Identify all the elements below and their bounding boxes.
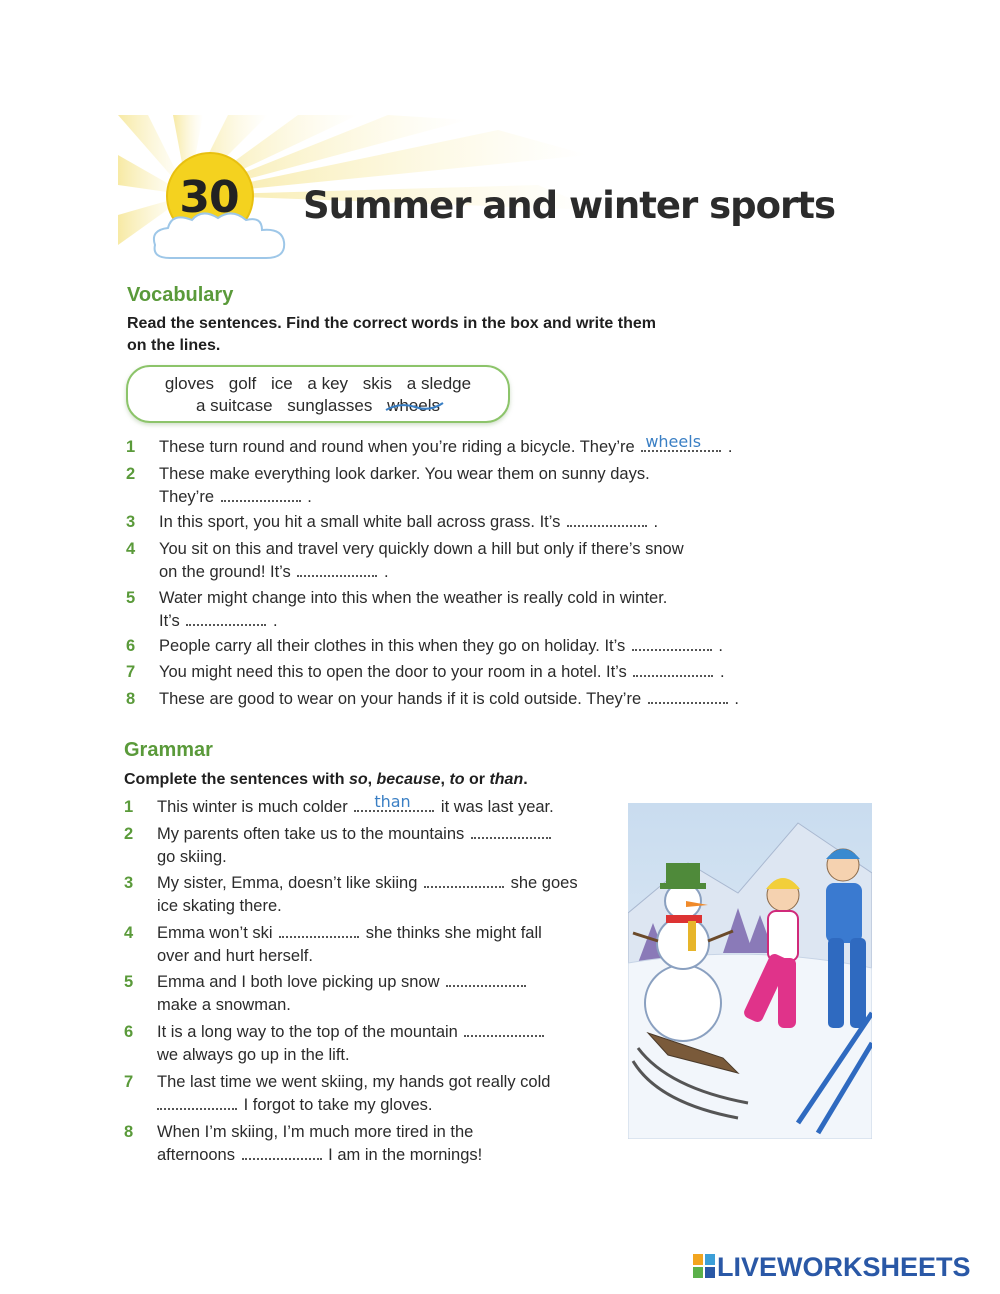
answer-blank[interactable] — [279, 922, 359, 938]
word-box-word: a suitcase — [196, 396, 273, 415]
item-text — [157, 792, 554, 819]
unit-number: 30 — [179, 172, 239, 223]
item-number: 5 — [124, 973, 134, 991]
item-sentence: it was last year. — [440, 798, 554, 816]
word-box — [126, 365, 510, 423]
item-sentence: Emma won’t ski — [157, 924, 273, 942]
separator: or — [464, 771, 490, 788]
item-text — [157, 872, 578, 918]
item-number: 3 — [126, 513, 136, 531]
item-text — [159, 463, 650, 509]
item-number: 3 — [124, 874, 134, 892]
item-sentence: These turn round and round when you’re riding a bicycle. They’re — [159, 438, 635, 456]
struck-word — [387, 396, 440, 415]
answer-blank[interactable] — [354, 792, 434, 812]
item-number: 6 — [126, 637, 136, 655]
list-item — [124, 823, 604, 869]
item-number: 8 — [124, 1123, 134, 1141]
word-box-word: ice — [270, 374, 293, 393]
item-number: 7 — [126, 663, 136, 681]
item-number: 2 — [124, 825, 134, 843]
separator: , — [367, 771, 377, 788]
page-title: Summer and winter sports — [303, 184, 835, 227]
liveworksheets-logo-text: LIVEWORKSHEETS — [717, 1252, 971, 1282]
answer-blank[interactable] — [242, 1144, 322, 1160]
list-item — [126, 587, 806, 633]
item-sentence: In this sport, you hit a small white ball across grass. It’s — [159, 513, 561, 531]
item-text — [159, 432, 733, 459]
instruction-end: . — [523, 771, 528, 788]
item-sentence: I am in the mornings! — [328, 1146, 483, 1164]
winter-scene-illustration — [628, 803, 872, 1139]
liveworksheets-logo-icon — [693, 1254, 715, 1278]
item-number: 7 — [124, 1073, 134, 1091]
item-sentence: she goes — [510, 874, 578, 892]
list-item — [126, 688, 806, 711]
item-sentence: go skiing. — [157, 848, 227, 866]
item-sentence: afternoons — [157, 1146, 235, 1164]
list-item — [126, 432, 806, 459]
item-text — [157, 823, 553, 869]
instruction-text: Complete the sentences with — [124, 771, 349, 788]
item-sentence: My parents often take us to the mountains — [157, 825, 465, 843]
answer-blank[interactable] — [641, 432, 721, 452]
word-box-line-1 — [128, 374, 508, 394]
item-sentence: I forgot to take my gloves. — [243, 1096, 433, 1114]
item-number: 6 — [124, 1023, 134, 1041]
item-text — [159, 661, 725, 684]
grammar-heading: Grammar — [124, 739, 213, 761]
word-box-word: a key — [307, 374, 349, 393]
item-sentence: The last time we went skiing, my hands got really cold — [157, 1073, 551, 1091]
answer-text: than — [374, 792, 411, 811]
item-sentence: she thinks she might fall — [365, 924, 542, 942]
list-item — [126, 511, 806, 534]
option-so: so — [348, 771, 368, 788]
word-box-word: gloves — [164, 374, 215, 393]
item-sentence: My sister, Emma, doesn’t like skiing — [157, 874, 418, 892]
item-end: . — [653, 513, 659, 531]
answer-blank[interactable] — [157, 1094, 237, 1110]
list-item — [126, 661, 806, 684]
grammar-instruction — [124, 769, 528, 791]
instruction-line: Read the sentences. Find the correct words in the box and write them — [127, 315, 656, 332]
item-sentence: make a snowman. — [157, 996, 291, 1014]
item-end: . — [720, 663, 725, 681]
list-item — [126, 538, 806, 584]
item-number: 8 — [126, 690, 136, 708]
option-to: to — [449, 771, 465, 788]
answer-blank[interactable] — [471, 823, 551, 839]
answer-blank[interactable] — [633, 661, 713, 677]
item-sentence: we always go up in the lift. — [157, 1046, 350, 1064]
answer-blank[interactable] — [648, 688, 728, 704]
item-number: 1 — [124, 798, 134, 816]
item-sentence: on the ground! It’s — [159, 563, 291, 581]
list-item — [124, 971, 604, 1017]
item-end: . — [383, 563, 389, 581]
separator: , — [440, 771, 450, 788]
vocabulary-heading: Vocabulary — [127, 284, 234, 306]
item-sentence: These are good to wear on your hands if it is cold outside. They’re — [159, 690, 642, 708]
answer-blank[interactable] — [446, 971, 526, 987]
item-text — [159, 511, 658, 534]
vocabulary-instruction — [127, 313, 656, 357]
item-number: 4 — [124, 924, 134, 942]
instruction-line: on the lines. — [127, 337, 221, 354]
word-box-word: skis — [362, 374, 393, 393]
list-item — [126, 635, 806, 658]
item-sentence: These make everything look darker. You wear them on sunny days. — [159, 465, 650, 483]
word-box-word: sunglasses — [287, 396, 373, 415]
word-box-word: golf — [228, 374, 257, 393]
item-number: 5 — [126, 589, 136, 607]
word-box-word: a sledge — [406, 374, 472, 393]
item-sentence: You sit on this and travel very quickly down a hill but only if there’s snow — [159, 540, 684, 558]
item-text — [157, 1121, 482, 1167]
item-text — [159, 688, 739, 711]
item-end: . — [727, 438, 733, 456]
item-end: . — [307, 488, 312, 506]
answer-blank[interactable] — [221, 486, 301, 502]
item-sentence: over and hurt herself. — [157, 947, 313, 965]
item-sentence: Water might change into this when the weather is really cold in winter. — [159, 589, 668, 607]
item-sentence: Emma and I both love picking up snow — [157, 973, 440, 991]
item-sentence: ice skating there. — [157, 897, 282, 915]
answer-blank[interactable] — [567, 511, 647, 527]
answer-blank[interactable] — [297, 561, 377, 577]
answer-blank[interactable] — [186, 610, 266, 626]
item-text — [157, 971, 528, 1017]
item-sentence: They’re — [159, 488, 215, 506]
option-than: than — [489, 771, 524, 788]
answer-blank[interactable] — [464, 1021, 544, 1037]
word-box-line-2 — [128, 396, 508, 416]
item-sentence: It is a long way to the top of the mountain — [157, 1023, 458, 1041]
list-item — [124, 922, 604, 968]
answer-text: wheels — [645, 432, 702, 451]
item-end: . — [718, 637, 724, 655]
item-sentence: It’s — [159, 612, 180, 630]
item-number: 1 — [126, 438, 136, 456]
list-item — [124, 872, 604, 918]
item-sentence: This winter is much colder — [157, 798, 348, 816]
item-text — [159, 635, 723, 658]
item-text — [159, 538, 684, 584]
list-item — [124, 1071, 604, 1117]
item-text — [159, 587, 667, 633]
list-item — [124, 1121, 604, 1167]
list-item — [126, 463, 806, 509]
answer-blank[interactable] — [632, 635, 712, 651]
item-text — [157, 1071, 550, 1117]
option-because: because — [376, 771, 441, 788]
item-sentence: When I’m skiing, I’m much more tired in the — [157, 1123, 474, 1141]
item-sentence: You might need this to open the door to your room in a hotel. It’s — [159, 663, 627, 681]
list-item — [124, 1021, 604, 1067]
item-text — [157, 922, 542, 968]
item-sentence: People carry all their clothes in this when they go on holiday. It’s — [159, 637, 626, 655]
answer-blank[interactable] — [424, 872, 504, 888]
strikethrough-mark — [385, 400, 445, 414]
item-number: 2 — [126, 465, 136, 483]
list-item — [124, 792, 604, 819]
struck-word-text: wheels — [387, 396, 440, 415]
item-text — [157, 1021, 546, 1067]
item-end: . — [272, 612, 278, 630]
item-end: . — [734, 690, 739, 708]
item-number: 4 — [126, 540, 136, 558]
